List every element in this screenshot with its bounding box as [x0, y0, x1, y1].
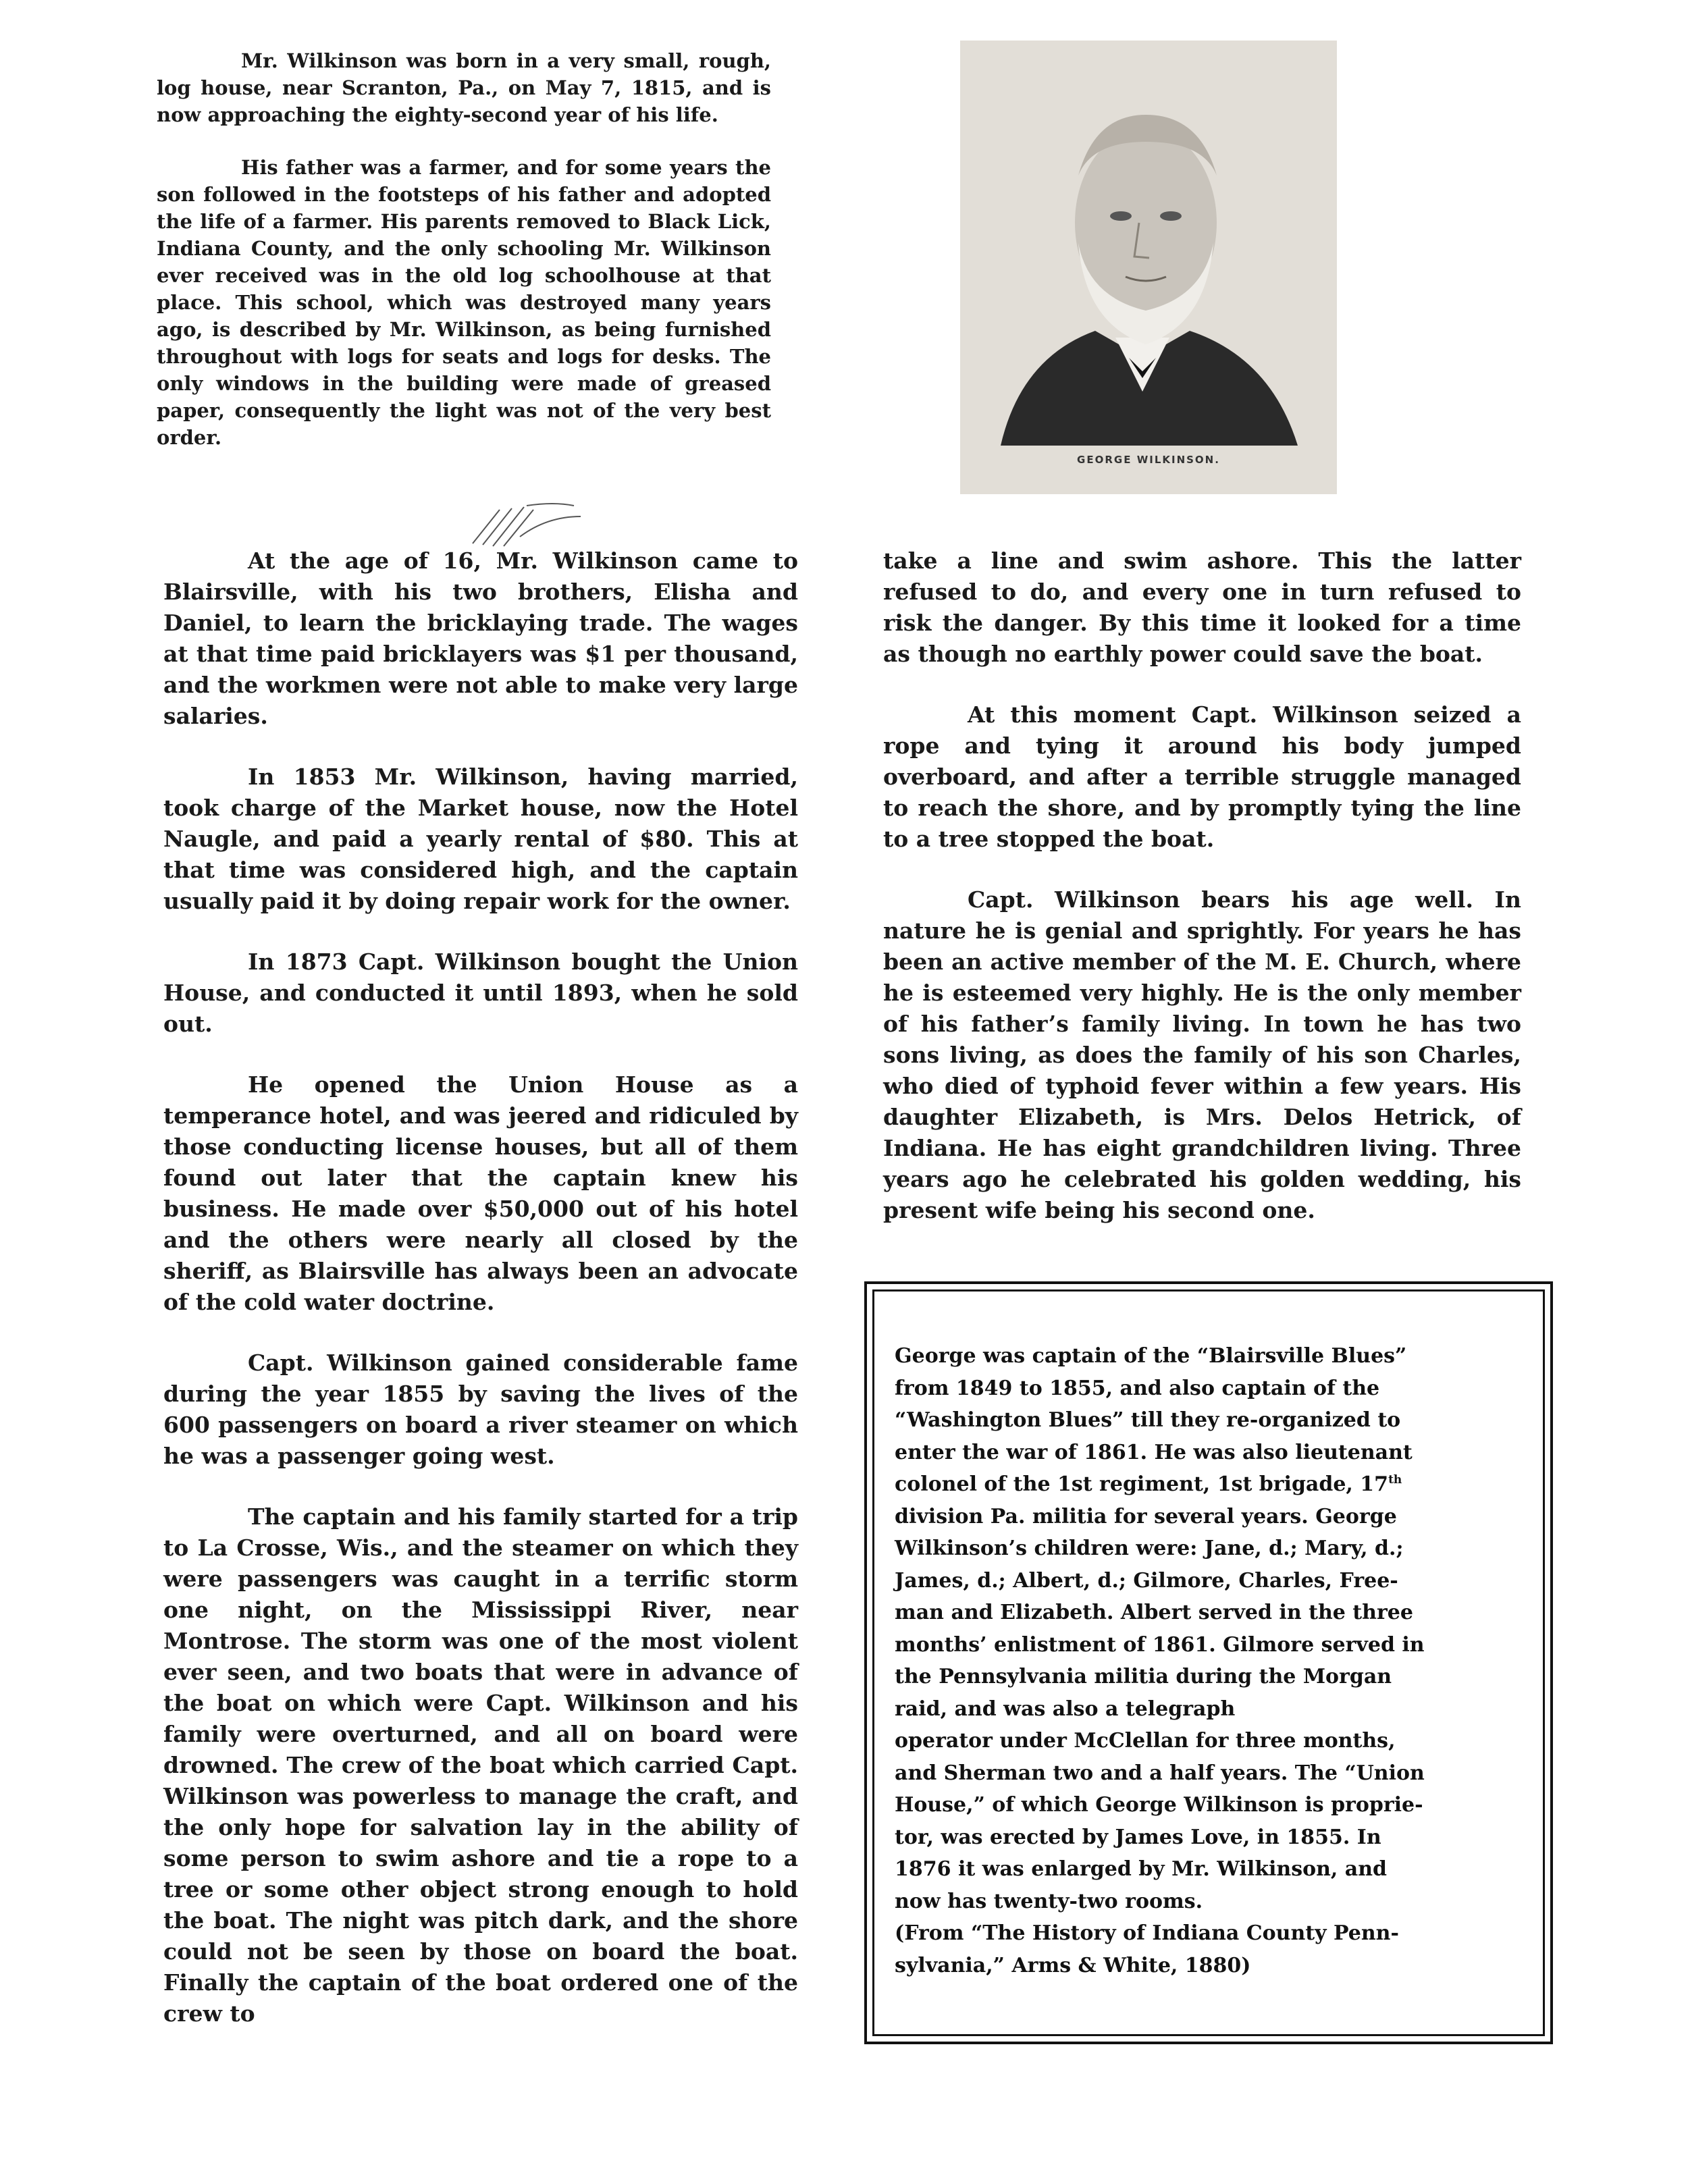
sidebar-line: James, d.; Albert, d.; Gilmore, Charles, Free- [895, 1568, 1398, 1593]
sidebar-line: the Pennsylvania militia during the Morgan [895, 1665, 1392, 1688]
ordinal-superscript: th [1388, 1473, 1402, 1487]
sidebar-line: raid, and was also a telegraph [895, 1697, 1236, 1721]
paragraph-bricklaying: At the age of 16, Mr. Wilkinson came to Blairsville, with his two brothers, Elisha and Daniel, to learn the bricklaying trade. The wages at that time paid bricklayers was $1 per thousand, and the workmen were not able to make very large salaries. [163, 548, 798, 729]
sidebar-inner-border [872, 1289, 1545, 2036]
sidebar-line: months’ enlistment of 1861. Gilmore served in [895, 1632, 1425, 1657]
sidebar-line: from 1849 to 1855, and also captain of the [895, 1376, 1380, 1400]
paragraph-temperance-hotel: He opened the Union House as a temperance hotel, and was jeered and ridiculed by those conducting license houses, but all of them found out later that the captain knew his business. He made over $50,000 out of his hotel and the others were nearly all closed by the sheriff, as Blairsville has always been an advocate of the cold water doctrine. [163, 1071, 798, 1315]
paragraph-rescue: At this moment Capt. Wilkinson seized a rope and tying it around his body jumped overboard, and after a terrible struggle managed to reach the shore, and by promptly tying the line to a tree stopped the boat. [883, 701, 1521, 852]
paragraph-storm: The captain and his family started for a trip to La Crosse, Wis., and the steamer on which they were passengers was caught in a terrific storm one night, on the Mississippi River, near Montrose. The storm was one of the most violent ever seen, and two boats that were in advance of the boat on which were Capt. Wilkinson and his family were overturned, and all on board were drowned. The crew of the boat which carried Capt. Wilkinson was powerless to manage the craft, and the only hope for salvation lay in the ability of some person to swim ashore and tie a rope to a tree or some other object strong enough to hold the boat. The night was pitch dark, and the shore could not be seen by those on board the boat. Finally the captain of the boat ordered one of the crew to [163, 1503, 798, 2027]
sidebar-line: man and Elizabeth. Albert served in the three [895, 1601, 1413, 1624]
sidebar-line: enter the war of 1861. He was also lieutenant [895, 1440, 1413, 1464]
sidebar-line: House,” of which George Wilkinson is proprie- [895, 1793, 1423, 1817]
portrait-photo [960, 41, 1337, 494]
sidebar-line-with-superscript [895, 1468, 1516, 1501]
sidebar-text [895, 1340, 1516, 1981]
sidebar-line: George was captain of the “Blairsville Blues” [895, 1344, 1407, 1368]
history-sidebar-box [864, 1281, 1553, 2044]
paragraph-fame: Capt. Wilkinson gained considerable fame during the year 1855 by saving the lives of the 600 passengers on board a river steamer on which he was a passenger going west. [163, 1350, 798, 1469]
article-column-left-bottom [163, 545, 798, 2059]
sidebar-line: now has twenty-two rooms. [895, 1889, 1203, 1913]
article-column-right [883, 545, 1521, 1256]
paragraph-union-house: In 1873 Capt. Wilkinson bought the Union House, and conducted it until 1893, when he sold out. [163, 949, 798, 1037]
pen-scribble-mark [459, 496, 594, 550]
sidebar-line: division Pa. militia for several years. George [895, 1504, 1397, 1528]
sidebar-line: sylvania,” Arms & White, 1880) [895, 1953, 1251, 1977]
paragraph-birth: Mr. Wilkinson was born in a very small, rough, log house, near Scranton, Pa., on May 7, 1815, and is now approaching the eighty-second year of his life. [157, 49, 771, 126]
sidebar-line: (From “The History of Indiana County Penn- [895, 1921, 1399, 1945]
paragraph-schooling: His father was a farmer, and for some years the son followed in the footsteps of his father and adopted the life of a farmer. His parents removed to Black Lick, Indiana County, and the only schooling Mr. Wilkinson ever received was in the old log schoolhouse at that place. This school, which was destroyed many years ago, is described by Mr. Wilkinson, as being furnished throughout with logs for seats and logs for desks. The only windows in the building were made of greased paper, consequently the light was not of the very best order. [157, 156, 771, 449]
sidebar-line: Wilkinson’s children were: Jane, d.; Mary, d.; [895, 1537, 1404, 1560]
paragraph-swim-ashore: take a line and swim ashore. This the latter refused to do, and every one in turn refused to risk the danger. By this time it looked for a time as though no earthly power could save the boat. [883, 548, 1521, 667]
portrait-figure [960, 41, 1337, 494]
sidebar-line: 1876 it was enlarged by Mr. Wilkinson, and [895, 1857, 1388, 1881]
sidebar-line: “Washington Blues” till they re-organized to [895, 1408, 1401, 1432]
sidebar-line: colonel of the 1st regiment, 1st brigade, 17 [895, 1472, 1389, 1496]
article-column-left-top [157, 47, 771, 477]
sidebar-line: and Sherman two and a half years. The “Union [895, 1761, 1425, 1785]
paragraph-market-house: In 1853 Mr. Wilkinson, having married, took charge of the Market house, now the Hotel Naugle, and paid a yearly rental of $80. This at that time was considered high, and the captain usually paid it by doing repair work for the owner. [163, 764, 798, 914]
paragraph-age: Capt. Wilkinson bears his age well. In nature he is genial and sprightly. For years he has been an active member of the M. E. Church, where he is esteemed very highly. He is the only member of his father’s family living. In town he has two sons living, as does the family of his son Charles, who died of typhoid fever within a few years. His daughter Elizabeth, is Mrs. Delos Hetrick, of Indiana. He has eight grandchildren living. Three years ago he celebrated his golden wedding, his present wife being his second one. [883, 886, 1521, 1223]
sidebar-line: tor, was erected by James Love, in 1855. In [895, 1825, 1381, 1849]
sidebar-line: operator under McClellan for three months, [895, 1729, 1396, 1753]
portrait-caption: GEORGE WILKINSON. [1077, 454, 1220, 466]
